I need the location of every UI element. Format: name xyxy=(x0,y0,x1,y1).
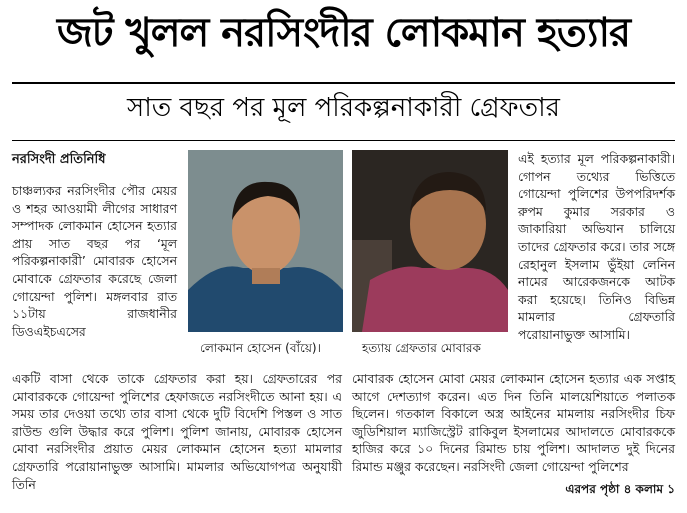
bottom-right-text: মোবারক হোসেন মোবা মেয়র লোকমান হোসেন হত্যার এক সপ্তাহ আগে দেশত্যাগ করেন। এত দিন তিনি মালয়েশিয়াতে পলাতক ছিলেন। গতকাল বিকালে অস্ত্র আইনের মামলায় নরসিংদীর চিফ জুডিশিয়াল ম্যাজিস্ট্রেট রাকিবুল ইসলামের আদালতে মোবারককে হাজির করে ১০ দিনের রিমান্ড চায় পুলিশ। আদালত দুই দিনের রিমান্ড মঞ্জুর করেছেন। নরসিংদী জেলা গোয়েন্দা পুলিশের xyxy=(352,371,675,474)
byline: নরসিংদী প্রতিনিধি xyxy=(12,152,106,167)
headline: জট খুলল নরসিংদীর লোকমান হত্যার xyxy=(56,10,631,56)
bottom-left-text: একটি বাসা থেকে তাকে গ্রেফতার করা হয়। গ্রেফতারের পর মোবারককে গোয়েন্দা পুলিশের হেফাজতে নরসিংদীতে আনা হয়। এ সময় তার দেওয়া তথ্যে তার বাসা থেকে দুটি বিদেশি পিস্তল ও সাত রাউন্ড গুলি উদ্ধার করে পুলিশ। পুলিশ জানায়, মোবারক হোসেন মোবা নরসিংদীর প্রয়াত মেয়র লোকমান হোসেন হত্যা মামলার গ্রেফতারি পরোয়ানাভুক্ত আসামি। মামলার অভিযোগপত্র অনুযায়ী তিনি xyxy=(12,371,342,492)
left-column-text: চাঞ্চল্যকর নরসিংদীর পৌর মেয়র ও শহর আওয়ামী লীগের সাধারণ সম্পাদক লোকমান হোসেন হত্যার প্রায় সাত বছর পর ‘মূল পরিকল্পনাকারী’ মোবারক হোসেন মোবাকে গ্রেফতার করেছে জেলা গোয়েন্দা পুলিশ। মঙ্গলবার রাত ১১টায় রাজধানীর ডিওএইচএসের xyxy=(12,183,177,339)
photo-lokman xyxy=(188,150,343,332)
portrait-left xyxy=(188,150,343,332)
photo-mobarak xyxy=(352,150,508,332)
subheadline: সাত বছর পর মূল পরিকল্পনাকারী গ্রেফতার xyxy=(127,93,560,123)
subheadline-rule xyxy=(12,140,675,141)
caption-right: হত্যায় গ্রেফতার মোবারক xyxy=(362,341,481,355)
headline-rule xyxy=(12,82,675,84)
right-column-text: এই হত্যার মূল পরিকল্পনাকারী। গোপন তথ্যের ভিত্তিতে গোয়েন্দা পুলিশের উপপরিদর্শক রুপম কুমার সরকার ও জাকারিয়া অভিযান চালিয়ে তাদের গ্রেফতার করে। তার সঙ্গে রেহানুল ইসলাম ভুঁইয়া লেনিন নামের আরেকজনকে আটক করা হয়েছে। তিনিও বিভিন্ন মামলার গ্রেফতারি পরোয়ানাভুক্ত আসামি। xyxy=(518,151,675,342)
portrait-right xyxy=(352,150,508,332)
continuation-note: এরপর পৃষ্ঠা ৪ কলাম ১ xyxy=(565,482,675,496)
caption-left: লোকমান হোসেন (বাঁয়ে)। xyxy=(200,341,321,355)
